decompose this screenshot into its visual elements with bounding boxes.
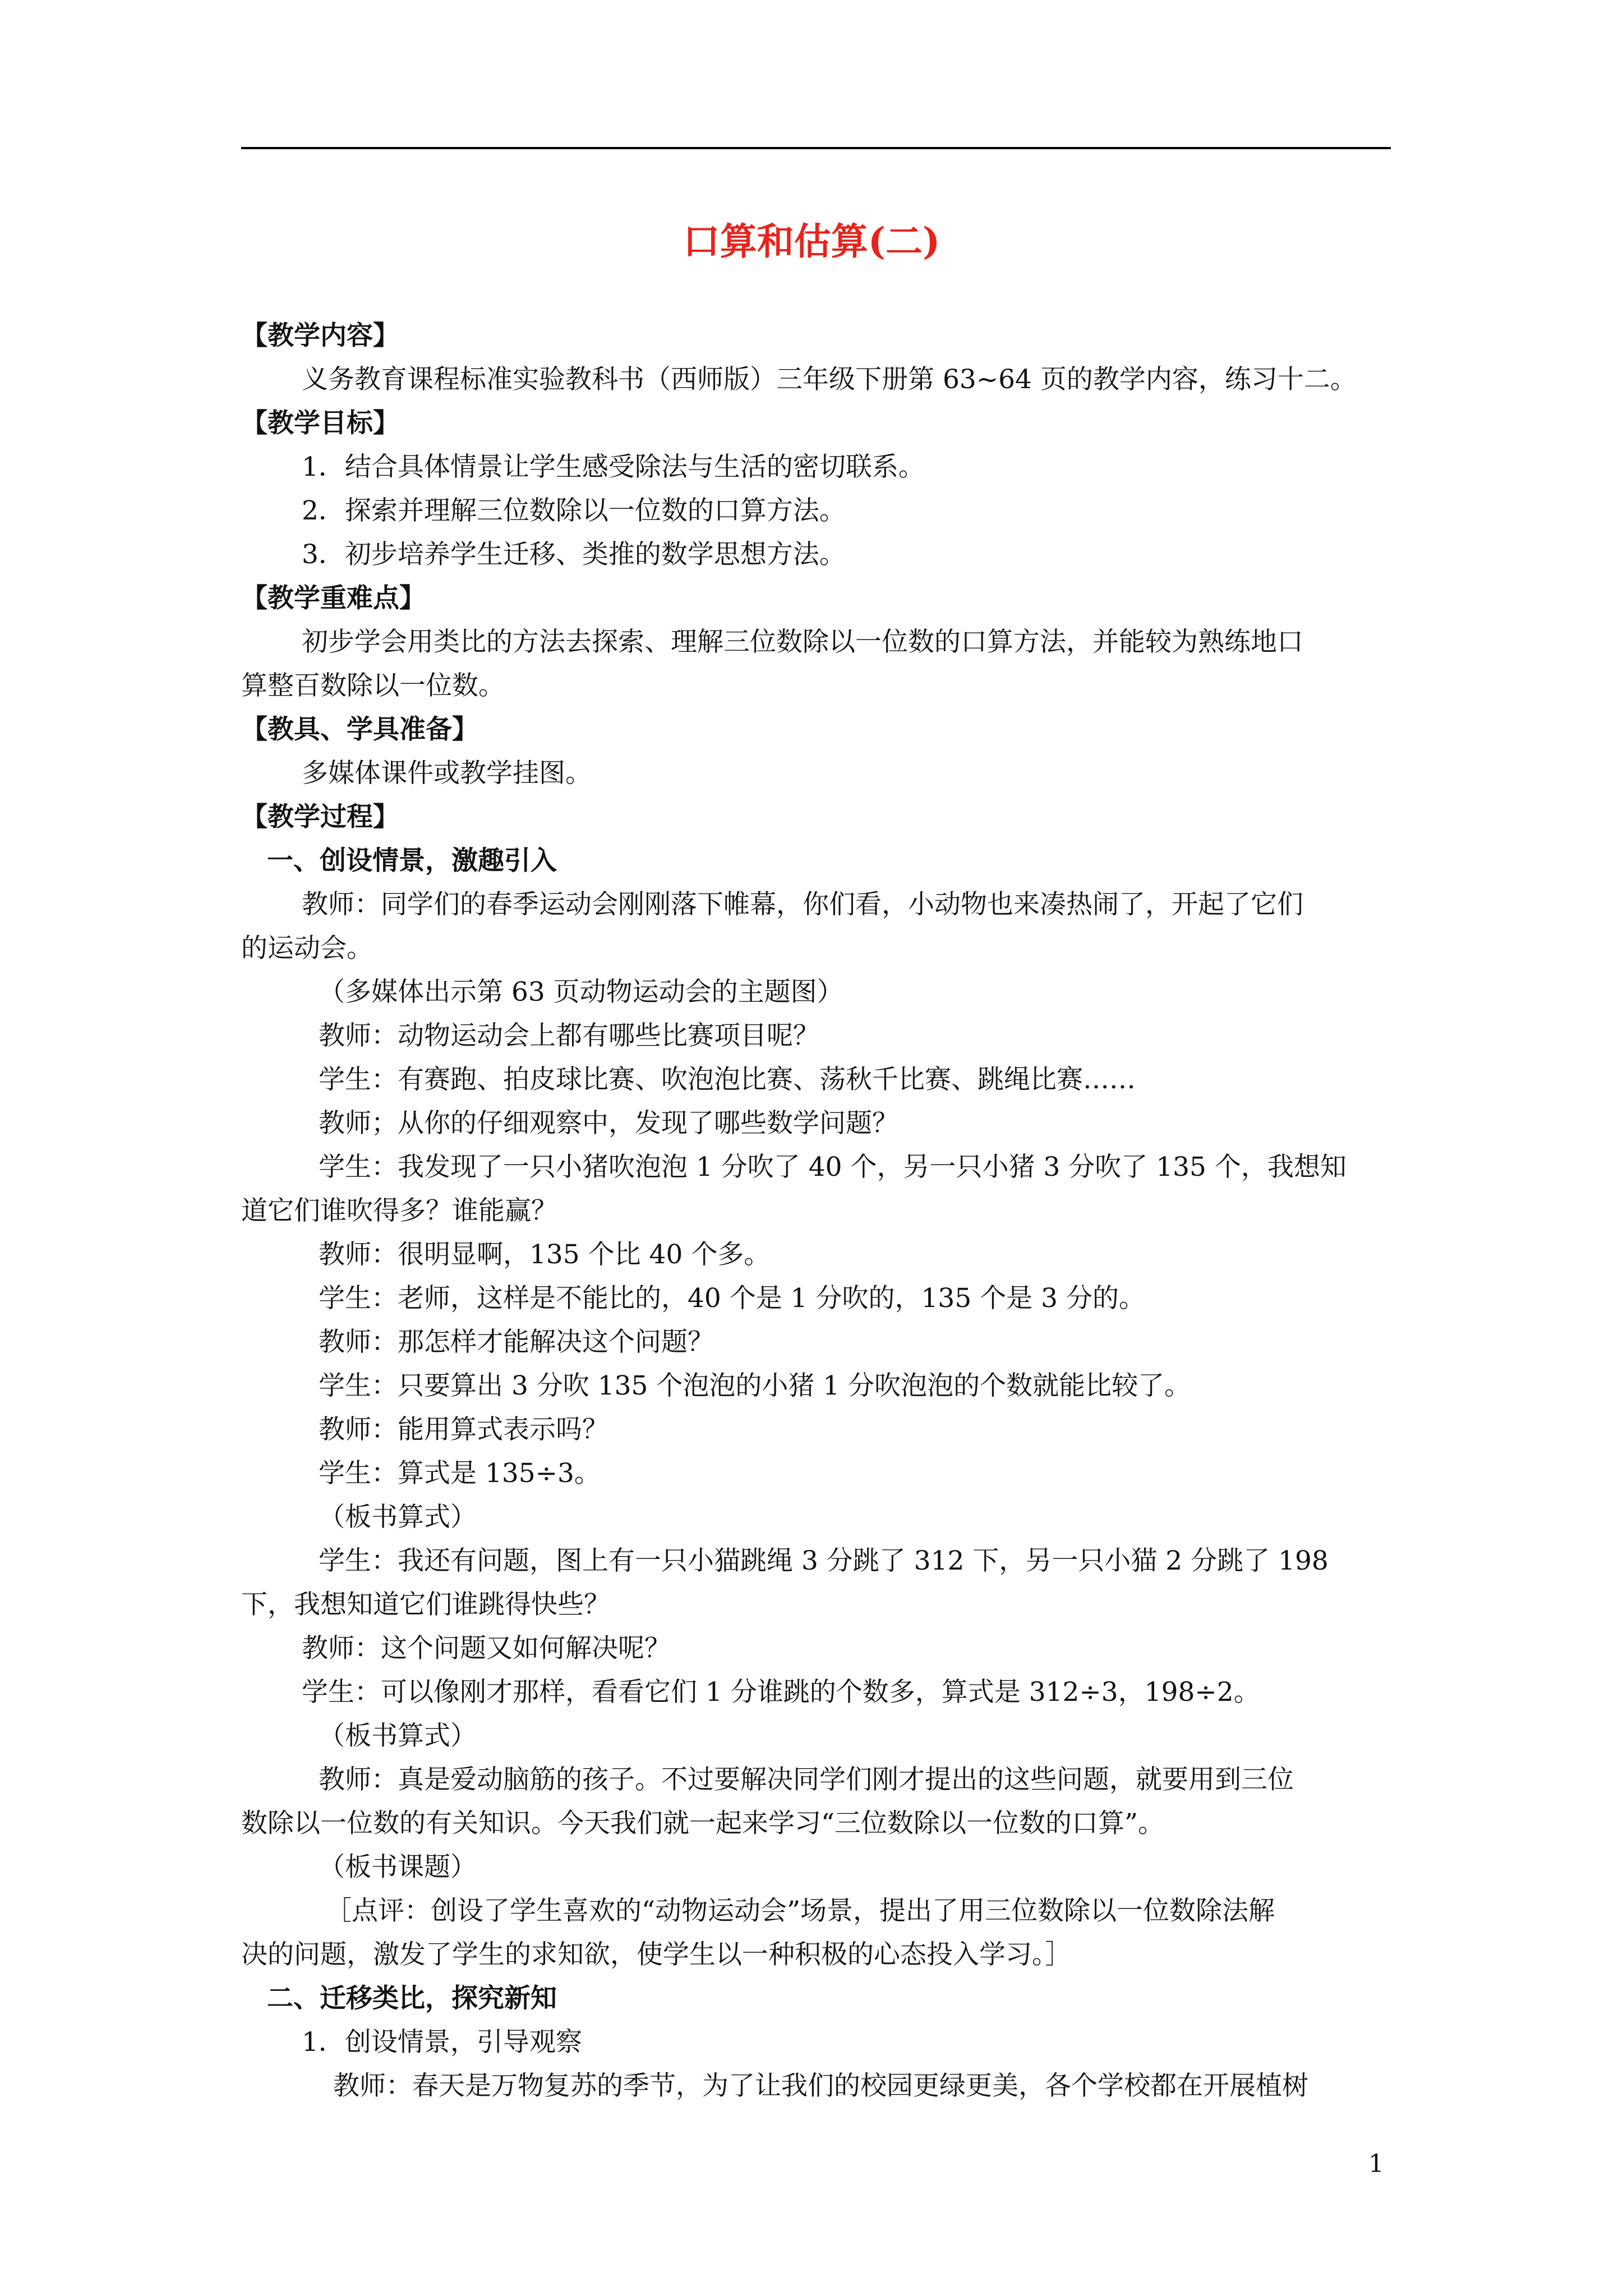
dialogue-line: 学生：只要算出 3 分吹 135 个泡泡的小猪 1 分吹泡泡的个数就能比较了。 <box>319 1370 1191 1401</box>
goals-heading: 【教学目标】 <box>241 408 399 439</box>
dialogue-line: （板书算式） <box>319 1720 477 1751</box>
content-text: 义务教育课程标准实验教科书（西师版）三年级下册第 63~64 页的教学内容，练习十二。 <box>302 364 1357 395</box>
tools-text: 多媒体课件或教学挂图。 <box>302 758 592 789</box>
dialogue-line: 道它们谁吹得多？谁能赢？ <box>241 1195 557 1226</box>
page-title: 口算和估算(二) <box>683 219 940 263</box>
goal-item: 2．探索并理解三位数除以一位数的口算方法。 <box>302 495 846 526</box>
page-number: 1 <box>1368 2150 1384 2178</box>
paragraph-line: 教师：同学们的春季运动会刚刚落下帷幕，你们看，小动物也来凑热闹了，开起了它们 <box>302 889 1303 920</box>
dialogue-line: 教师：那怎样才能解决这个问题？ <box>319 1327 714 1358</box>
keypoints-text: 初步学会用类比的方法去探索、理解三位数除以一位数的口算方法，并能较为熟练地口 <box>302 627 1303 657</box>
dialogue-line: 学生：有赛跑、拍皮球比赛、吹泡泡比赛、荡秋千比赛、跳绳比赛…… <box>319 1064 1136 1095</box>
content-heading: 【教学内容】 <box>241 320 399 351</box>
dialogue-line: 学生：我还有问题，图上有一只小猫跳绳 3 分跳了 312 下，另一只小猫 2 分跳了 198 <box>319 1545 1329 1576</box>
header-rule <box>241 147 1391 149</box>
part1-heading: 一、创设情景，激趣引入 <box>267 845 557 876</box>
step-line: 1．创设情景，引导观察 <box>302 2027 582 2058</box>
goal-item: 3．初步培养学生迁移、类推的数学思想方法。 <box>302 539 846 570</box>
goal-item: 1．结合具体情景让学生感受除法与生活的密切联系。 <box>302 452 925 482</box>
dialogue-line: 学生：算式是 135÷3。 <box>319 1458 601 1489</box>
paragraph-line: 的运动会。 <box>241 933 373 964</box>
dialogue-line: 教师：春天是万物复苏的季节，为了让我们的校园更绿更美，各个学校都在开展植树 <box>333 2070 1308 2101</box>
dialogue-line: 教师：真是爱动脑筋的孩子。不过要解决同学们刚才提出的这些问题，就要用到三位 <box>319 1764 1294 1795</box>
keypoints-text-cont: 算整百数除以一位数。 <box>241 670 505 701</box>
paragraph-line: （多媒体出示第 63 页动物运动会的主题图） <box>319 977 843 1007</box>
dialogue-line: 教师：这个问题又如何解决呢？ <box>302 1633 671 1664</box>
document-body <box>241 314 1402 2108</box>
comment-line: 决的问题，激发了学生的求知欲，使学生以一种积极的心态投入学习。］ <box>241 1939 1072 1970</box>
comment-line: ［点评：创设了学生喜欢的“动物运动会”场景，提出了用三位数除以一位数除法解 <box>325 1895 1275 1926</box>
tools-heading: 【教具、学具准备】 <box>241 714 478 745</box>
dialogue-line: 教师：动物运动会上都有哪些比赛项目呢？ <box>319 1020 819 1051</box>
dialogue-line: 教师：很明显啊，135 个比 40 个多。 <box>319 1239 771 1270</box>
keypoints-heading: 【教学重难点】 <box>241 583 426 614</box>
dialogue-line: 教师：能用算式表示吗？ <box>319 1414 608 1445</box>
part2-heading: 二、迁移类比，探究新知 <box>267 1983 557 2014</box>
process-heading: 【教学过程】 <box>241 802 399 832</box>
dialogue-line: （板书课题） <box>319 1852 477 1883</box>
dialogue-line: 学生：老师，这样是不能比的，40 个是 1 分吹的，135 个是 3 分的。 <box>319 1283 1145 1314</box>
dialogue-line: 下，我想知道它们谁跳得快些？ <box>241 1589 610 1620</box>
dialogue-line: 学生：我发现了一只小猪吹泡泡 1 分吹了 40 个，另一只小猪 3 分吹了 135 个，我想知 <box>319 1152 1347 1182</box>
dialogue-line: （板书算式） <box>319 1502 477 1533</box>
dialogue-line: 数除以一位数的有关知识。今天我们就一起来学习“三位数除以一位数的口算”。 <box>241 1808 1165 1839</box>
dialogue-line: 教师；从你的仔细观察中，发现了哪些数学问题？ <box>319 1108 898 1139</box>
dialogue-line: 学生：可以像刚才那样，看看它们 1 分谁跳的个数多，算式是 312÷3，198÷2。 <box>302 1677 1260 1708</box>
